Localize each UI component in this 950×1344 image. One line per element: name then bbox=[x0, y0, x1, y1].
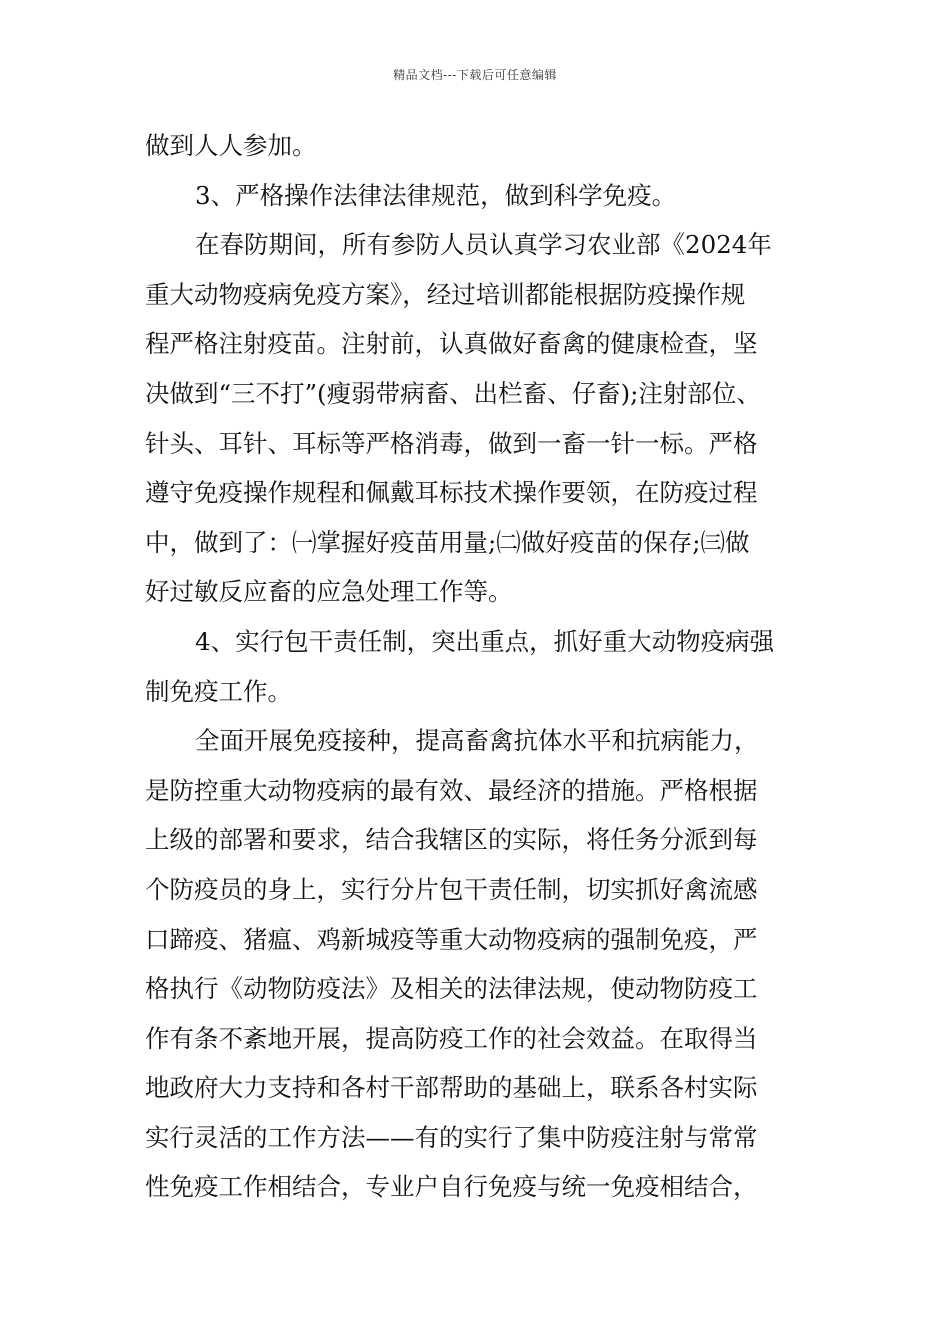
text-line: 上级的部署和要求，结合我辖区的实际，将任务分派到每 bbox=[145, 825, 758, 855]
text-line: 3、严格操作法律法律规范，做到科学免疫。 bbox=[195, 180, 677, 210]
text-line: 重大动物疫病免疫方案》，经过培训都能根据防疫操作规 bbox=[145, 279, 746, 309]
text-line: 性免疫工作相结合，专业户自行免疫与统一免疫相结合， bbox=[145, 1172, 758, 1202]
text-line: 针头、耳针、耳标等严格消毒，做到一畜一针一标。严格 bbox=[145, 428, 758, 458]
text-line: 决做到“三不打”(瘦弱带病畜、出栏畜、仔畜);注射部位、 bbox=[145, 378, 761, 408]
text-line: 中，做到了：㈠掌握好疫苗用量;㈡做好疫苗的保存;㈢做 bbox=[145, 527, 750, 557]
text-line: 全面开展免疫接种，提高畜禽抗体水平和抗病能力， bbox=[195, 726, 759, 756]
page-header: 精品文档---下载后可任意编辑 bbox=[393, 68, 557, 82]
text-line: 地政府大力支持和各村干部帮助的基础上，联系各村实际 bbox=[145, 1073, 758, 1103]
text-line: 个防疫员的身上，实行分片包干责任制，切实抓好禽流感 bbox=[145, 874, 758, 904]
text-line: 制免疫工作。 bbox=[145, 676, 292, 706]
text-line: 作有条不紊地开展，提高防疫工作的社会效益。在取得当 bbox=[145, 1023, 758, 1053]
text-line: 实行灵活的工作方法——有的实行了集中防疫注射与常常 bbox=[145, 1122, 758, 1152]
text-line: 遵守免疫操作规程和佩戴耳标技术操作要领，在防疫过程 bbox=[145, 478, 758, 508]
text-line: 在春防期间，所有参防人员认真学习农业部《2024年 bbox=[195, 230, 772, 260]
document-body bbox=[145, 121, 807, 1212]
text-line: 程严格注射疫苗。注射前，认真做好畜禽的健康检查，坚 bbox=[145, 329, 758, 359]
text-line: 好过敏反应畜的应急处理工作等。 bbox=[145, 577, 513, 607]
text-line: 口蹄疫、猪瘟、鸡新城疫等重大动物疫病的强制免疫，严 bbox=[145, 924, 758, 954]
text-line: 格执行《动物防疫法》及相关的法律法规，使动物防疫工 bbox=[145, 974, 758, 1004]
text-line: 4、实行包干责任制，突出重点，抓好重大动物疫病强 bbox=[195, 626, 775, 656]
text-line: 做到人人参加。 bbox=[145, 131, 317, 160]
text-line: 是防控重大动物疫病的最有效、最经济的措施。严格根据 bbox=[145, 775, 758, 805]
